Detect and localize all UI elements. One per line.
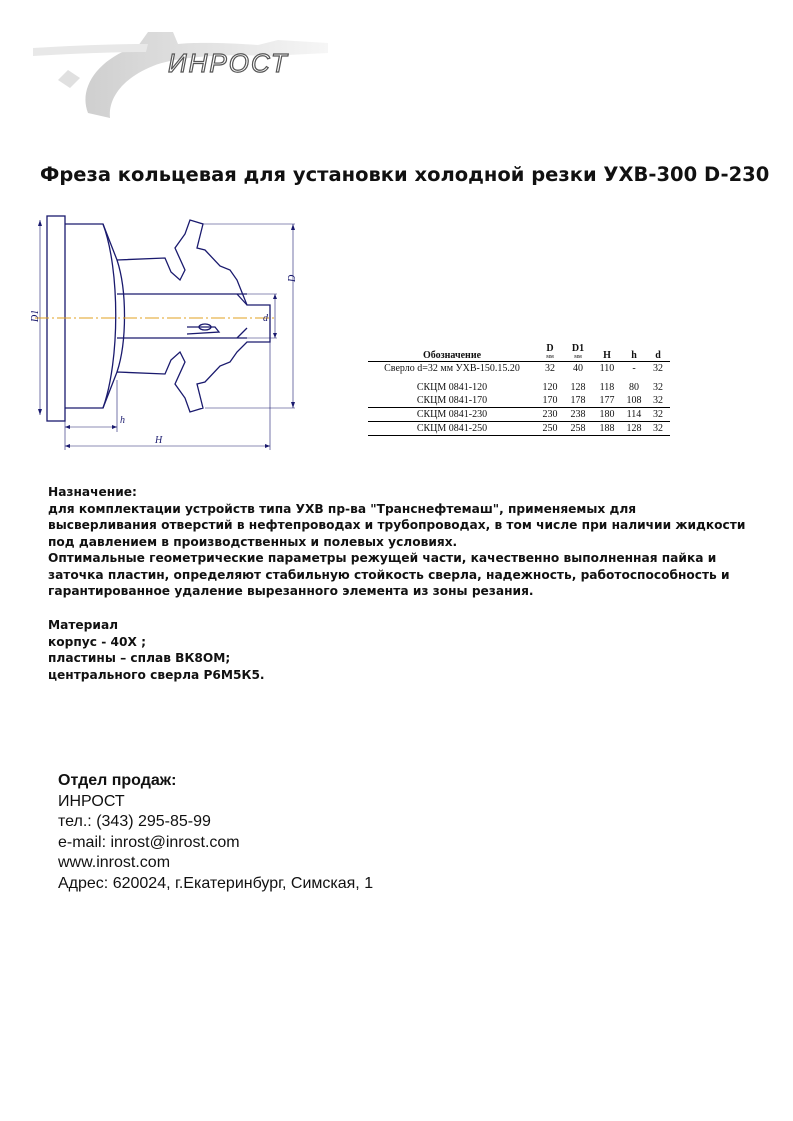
material-line: центрального сверла Р6М5К5. [48, 667, 265, 682]
label-D: D [287, 274, 298, 282]
logo-text: ИНРОСТ [168, 48, 289, 78]
logo [28, 18, 338, 128]
col-header-H: H [603, 350, 611, 361]
col-header-D1: D1 мм [571, 343, 585, 360]
material-line: корпус - 40Х ; [48, 634, 146, 649]
col-header-designation: Обозначение [422, 350, 482, 361]
email: e-mail: inrost@inrost.com [58, 833, 240, 851]
contacts-section [58, 771, 373, 894]
contacts-heading: Отдел продаж: [58, 772, 177, 789]
purpose-heading: Назначение: [48, 485, 137, 499]
col-header-D: D мм [546, 343, 554, 360]
purpose-text-1: для комплектации устройств типа УХВ пр-ва "Транснефтемаш", применяемых для высверливания отверстий в нефтепроводах и трубопроводах, в том числе при наличии жидкости под давлением в производственных и полевых условиях. [48, 501, 746, 549]
col-header-d: d [655, 350, 661, 361]
table-row: Сверло d=32 мм УХВ-150.15.20 32 40 110 - 32 [368, 362, 670, 376]
website: www.inrost.com [58, 854, 171, 871]
label-d: d [263, 313, 268, 324]
annular-cutter-drawing [25, 210, 315, 460]
table-row: СКЦМ 0841-250 250 258 188 128 32 [368, 422, 670, 436]
address: Адрес: 620024, г.Екатеринбург, Симская, 1 [58, 874, 374, 892]
label-H: H [155, 435, 163, 446]
table-row: СКЦМ 0841-170 170 178 177 108 32 [416, 395, 663, 406]
page-title: Фреза кольцевая для установки холодной резки УХВ-300 D-230 [40, 163, 770, 186]
material-section [48, 617, 448, 683]
company-name: ИНРОСТ [58, 792, 125, 810]
table-row: СКЦМ 0841-120 120 128 118 80 32 [416, 382, 663, 393]
label-D1: D1 [30, 309, 41, 322]
col-header-h: h [631, 350, 637, 361]
purpose-section [48, 484, 748, 600]
table-row: СКЦМ 0841-230 230 238 180 114 32 [368, 408, 670, 422]
phone: тел.: (343) 295-85-99 [58, 813, 211, 830]
material-line: пластины – сплав ВК8ОМ; [48, 651, 231, 665]
material-heading: Материал [48, 618, 119, 632]
technical-drawing [25, 210, 315, 460]
purpose-text-2: Оптимальные геометрические параметры режущей части, качественно выполненная пайка и заточка пластин, определяют стабильную стойкость сверла, надежность, работоспособность и гарантированное удаление вырезанного элемента из зоны резания. [48, 551, 730, 598]
table-header-row [368, 343, 670, 362]
specification-table [368, 343, 670, 436]
label-h: h [120, 415, 125, 426]
